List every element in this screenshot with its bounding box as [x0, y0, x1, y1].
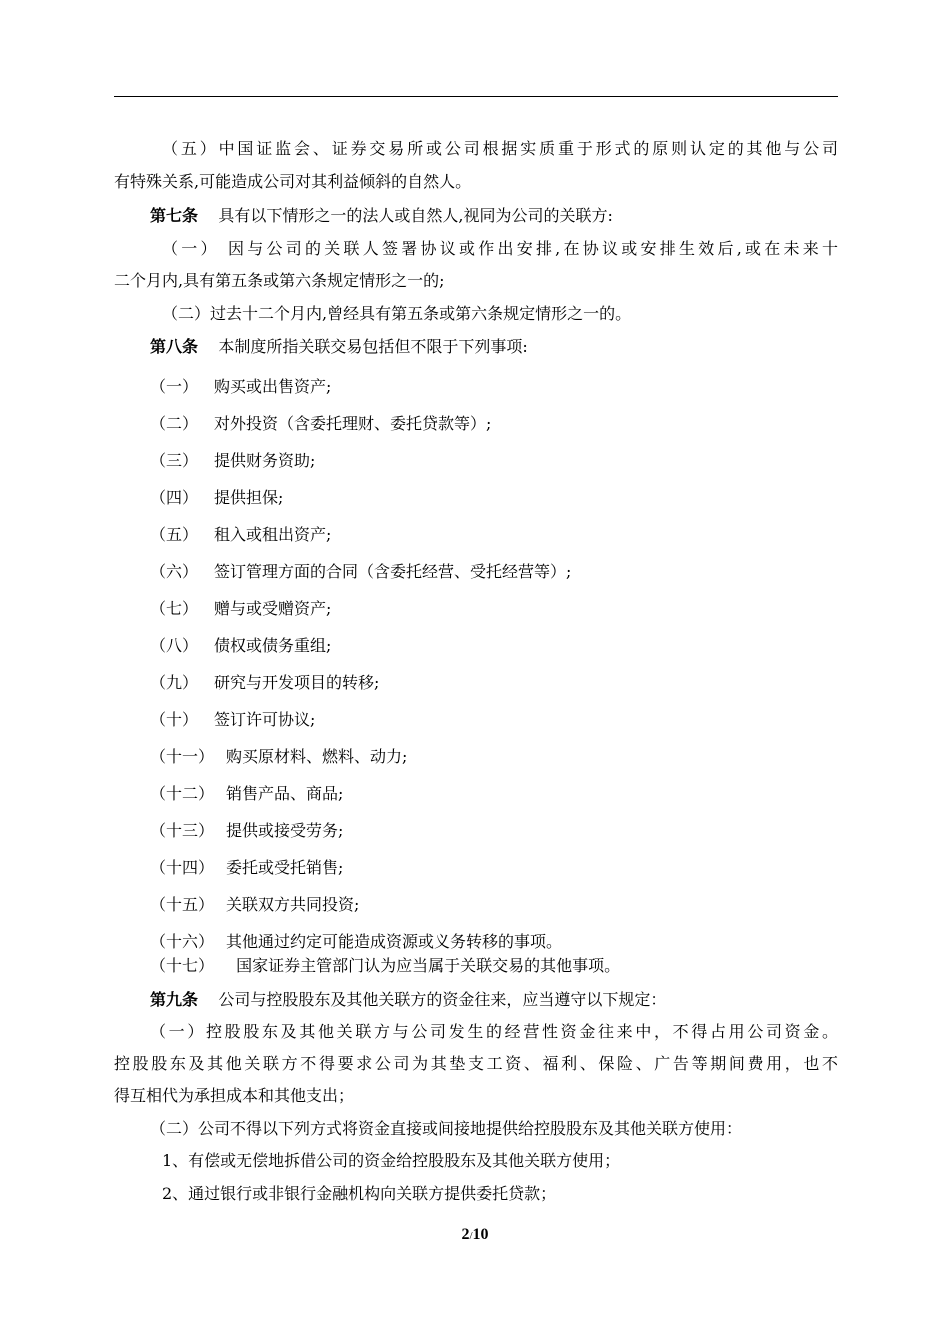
list-item [114, 931, 874, 953]
article-7 [114, 205, 874, 227]
list-item-number: （十二） [150, 784, 215, 803]
list-item [114, 820, 874, 842]
list-item-text: 国家证券主管部门认为应当属于关联交易的其他事项。 [226, 956, 621, 975]
page-separator: / [469, 1230, 473, 1242]
list-item-text: 研究与开发项目的转移; [214, 673, 380, 692]
list-item-number: （十四） [150, 858, 215, 877]
list-item-number: （八） [150, 636, 199, 655]
list-item-number: （五） [150, 525, 199, 544]
page-current: 2 [461, 1226, 470, 1243]
article-9-label: 第九条 [150, 990, 199, 1009]
list-item [114, 487, 874, 509]
list-item [114, 857, 874, 879]
list-item-number: （十三） [150, 821, 215, 840]
list-item-number: （三） [150, 451, 199, 470]
para-5-line2: 有特殊关系,可能造成公司对其利益倾斜的自然人。 [114, 172, 472, 191]
article-7-item-2: （二）过去十二个月内,曾经具有第五条或第六条规定情形之一的。 [162, 304, 632, 323]
article-7-item-1-line1: （一） 因与公司的关联人签署协议或作出安排,在协议或安排生效后,或在未来十 [162, 239, 838, 258]
list-item-text: 购买原材料、燃料、动力; [226, 747, 408, 766]
article-9-item-1-line3: 得互相代为承担成本和其他支出； [114, 1086, 355, 1105]
list-item [114, 955, 874, 977]
para-5-line1: （五）中国证监会、证券交易所或公司根据实质重于形式的原则认定的其他与公司 [162, 139, 838, 158]
article-9-text: 公司与控股股东及其他关联方的资金往来，应当遵守以下规定： [218, 990, 667, 1009]
list-item [114, 450, 874, 472]
list-item-text: 签订许可协议; [214, 710, 316, 729]
article-8-label: 第八条 [150, 337, 199, 356]
list-item [114, 709, 874, 731]
list-item-text: 其他通过约定可能造成资源或义务转移的事项。 [226, 932, 563, 951]
article-7-item-1-line2: 二个月内,具有第五条或第六条规定情形之一的; [114, 271, 445, 290]
article-8-text: 本制度所指关联交易包括但不限于下列事项: [218, 337, 528, 356]
list-item [114, 598, 874, 620]
list-item-text: 关联双方共同投资; [226, 895, 360, 914]
list-item-number: （七） [150, 599, 199, 618]
list-item-number: （十五） [150, 895, 215, 914]
list-item [114, 561, 874, 583]
list-item [114, 413, 874, 435]
list-item-number: （十六） [150, 932, 215, 951]
list-item-number: （九） [150, 673, 199, 692]
article-9-item-2-sub-2: 2、通过银行或非银行金融机构向关联方提供委托贷款； [162, 1184, 557, 1203]
list-item-number: （十） [150, 710, 199, 729]
list-item [114, 376, 874, 398]
article-9-item-2-sub-1: 1、有偿或无偿地拆借公司的资金给控股股东及其他关联方使用； [162, 1151, 621, 1170]
list-item [114, 672, 874, 694]
article-9-item-1-line2: 控股股东及其他关联方不得要求公司为其垫支工资、福利、保险、广告等期间费用，也不 [114, 1054, 838, 1073]
list-item-text: 提供财务资助; [214, 451, 316, 470]
article-9-item-2: （二）公司不得以下列方式将资金直接或间接地提供给控股股东及其他关联方使用： [150, 1119, 743, 1138]
list-item-text: 债权或债务重组; [214, 636, 332, 655]
list-item [114, 635, 874, 657]
header-rule [114, 96, 838, 97]
list-item-number: （一） [150, 377, 199, 396]
list-item-text: 租入或租出资产; [214, 525, 332, 544]
article-9-item-1-line1: （一）控股股东及其他关联方与公司发生的经营性资金往来中，不得占用公司资金。 [150, 1022, 838, 1041]
list-item-text: 提供担保; [214, 488, 284, 507]
list-item-text: 对外投资（含委托理财、委托贷款等）; [214, 414, 492, 433]
list-item [114, 894, 874, 916]
list-item-text: 购买或出售资产; [214, 377, 332, 396]
article-7-text: 具有以下情形之一的法人或自然人,视同为公司的关联方: [218, 206, 613, 225]
list-item-number: （四） [150, 488, 199, 507]
page-number [0, 1226, 950, 1244]
list-item-number: （二） [150, 414, 199, 433]
page-total: 10 [472, 1226, 489, 1243]
list-item-number: （六） [150, 562, 199, 581]
list-item-text: 委托或受托销售; [226, 858, 344, 877]
list-item [114, 783, 874, 805]
list-item-text: 销售产品、商品; [226, 784, 344, 803]
list-item-text: 赠与或受赠资产; [214, 599, 332, 618]
article-9 [114, 989, 874, 1011]
list-item-text: 签订管理方面的合同（含委托经营、受托经营等）; [214, 562, 572, 581]
article-8 [114, 336, 874, 358]
list-item [114, 524, 874, 546]
list-item-number: （十七） [150, 956, 215, 975]
article-7-label: 第七条 [150, 206, 199, 225]
list-item-text: 提供或接受劳务; [226, 821, 344, 840]
list-item-number: （十一） [150, 747, 215, 766]
list-item [114, 746, 874, 768]
